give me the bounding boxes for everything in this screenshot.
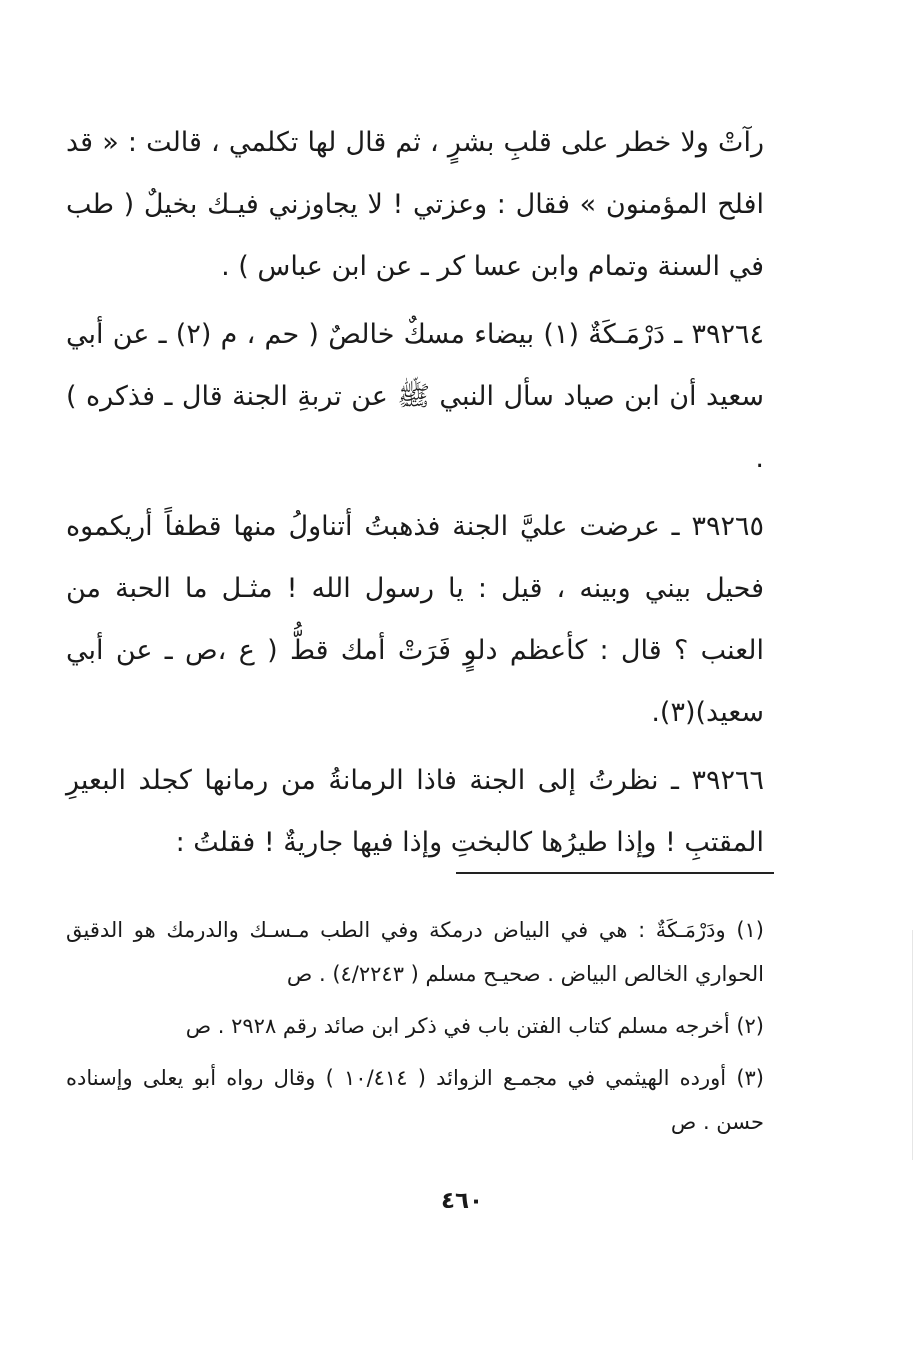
paragraph-continuation: رآتْ ولا خطر على قلبِ بشرٍ ، ثم قال لها تكلمي ، قالت : « قد افلح المؤمنون » فقال : وعزتي ! لا يجاوزني فيـك بخيلٌ ( طب في السنة وتمام وابن عسا كر ـ عن ابن عباس ) . [66,127,764,282]
hadith-39266: ٣٩٢٦٦ ـ نظرتُ إلى الجنة فاذا الرمانةُ من رمانها كجلد البعيرِ المقتبِ ! وإذا طيرُها كالبختِ وإذا فيها جاريةٌ ! فقلتُ : [66,765,764,858]
footnote-3: (٣) أورده الهيثمي في مجمـع الزوائد ( ١٠/٤١٤ ) وقال رواه أبو يعلى وإسناده حسن . ص [66,1066,764,1134]
footnote-separator [456,872,774,874]
main-text-body [66,112,764,880]
footnotes-section [66,908,764,1152]
footnote-2: (٢) أخرجه مسلم كتاب الفتن باب في ذكر ابن صائد رقم ٢٩٢٨ . ص [185,1014,764,1038]
scan-edge-line [912,930,913,1160]
page-number: ٤٦٠ [440,1188,484,1214]
hadith-39265: ٣٩٢٦٥ ـ عرضت عليَّ الجنة فذهبتُ أتناولُ منها قطفاً أريكموه فحيل بيني وبينه ، قيل : يا رسول الله ! مثـل ما الحبة من العنب ؟ قال : كأعظم دلوٍ فَرَتْ أمك قطُّ ( ع ،ص ـ عن أبي سعيد)(٣). [66,511,764,728]
hadith-39264: ٣٩٢٦٤ ـ دَرْمَـكَةٌ (١) بيضاء مسكٌ خالصٌ ( حم ، م (٢) ـ عن أبي سعيد أن ابن صياد سأل النبي ﷺ عن تربةِ الجنة قال ـ فذكره ) . [66,319,764,474]
footnote-1: (١) ودَرْمَـكَةٌ : هي في البياض درمكة وفي الطب مـسـك والدرمك هو الدقيق الحواري الخالص البياض . صحيـح مسلم ( ٤/٢٢٤٣) . ص [66,918,764,986]
